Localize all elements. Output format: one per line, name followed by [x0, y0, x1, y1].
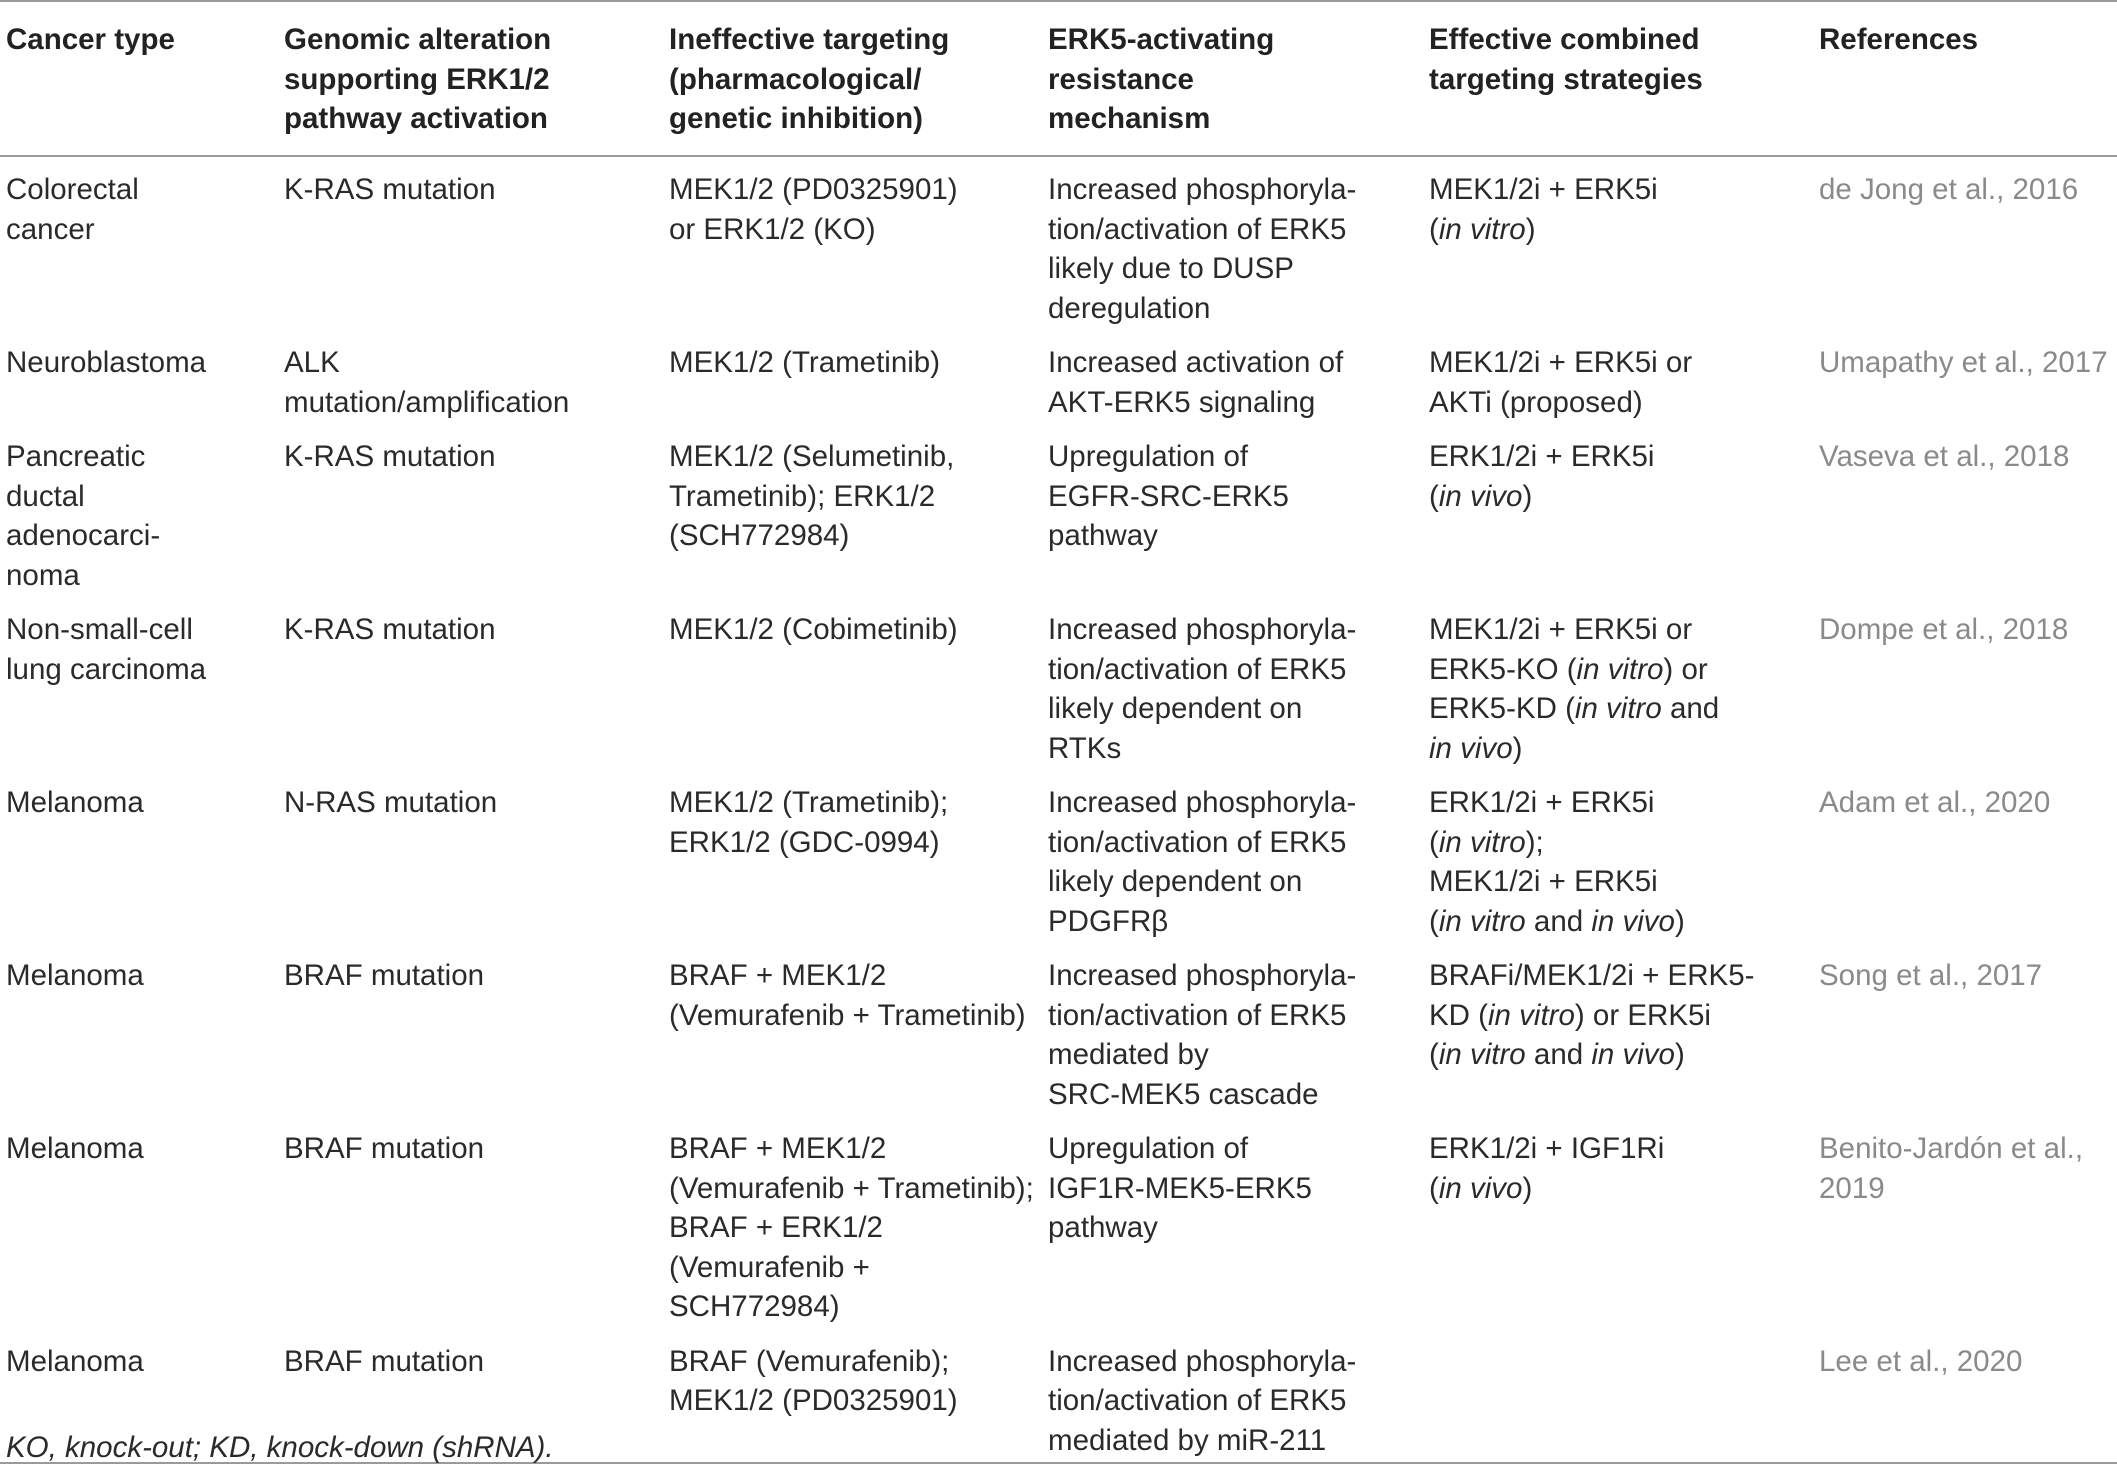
header-text: Effective combined [1429, 23, 1700, 56]
cell-ineffective-targeting [665, 156, 1048, 330]
cell-line: (in vivo) [1429, 1171, 1533, 1205]
cell-line: (in vitro) [1429, 212, 1536, 246]
header-text: genetic inhibition) [669, 102, 924, 135]
cell-line: BRAFi/MEK1/2i + ERK5- [1429, 959, 1755, 992]
cell-ineffective-targeting [665, 1329, 1048, 1464]
cell-line: Upregulation of [1048, 1132, 1249, 1165]
cell-line: MEK1/2i + ERK5i or [1429, 613, 1693, 646]
cell-ineffective-targeting [665, 943, 1048, 1116]
cell-ineffective-targeting [665, 770, 1048, 943]
cell-line: Melanoma [6, 1132, 144, 1165]
cell-line: ERK5-KO (in vitro) or [1429, 652, 1708, 686]
header-resistance-mechanism [1048, 1, 1429, 156]
cell-line: EGFR-SRC-ERK5 [1048, 479, 1289, 513]
cell-line: KD (in vitro) or ERK5i [1429, 998, 1711, 1032]
cell-line: Song et al., 2017 [1819, 959, 2043, 992]
cell-line: likely due to DUSP [1048, 252, 1294, 285]
cell-cancer-type [0, 770, 284, 943]
cell-combined-strategies [1429, 1116, 1811, 1329]
cell-line: (in vitro and in vivo) [1429, 904, 1685, 938]
cell-line: deregulation [1048, 291, 1211, 325]
cell-line: Melanoma [6, 959, 144, 992]
cell-line: ERK1/2 (GDC-0994) [669, 825, 940, 859]
cell-line: Colorectal [6, 173, 139, 206]
cell-resistance-mechanism [1048, 770, 1429, 943]
cell-genomic-alteration [284, 597, 665, 770]
cell-reference[interactable] [1811, 1329, 2117, 1464]
cell-genomic-alteration [284, 156, 665, 330]
cell-line: tion/activation of ERK5 [1048, 825, 1347, 859]
header-text: supporting ERK1/2 [284, 62, 550, 96]
cell-line: tion/activation of ERK5 [1048, 212, 1347, 246]
cell-cancer-type [0, 1116, 284, 1329]
cell-line: MEK1/2 (Trametinib) [669, 346, 941, 379]
cell-line: (Vemurafenib + [669, 1250, 870, 1284]
header-text: targeting strategies [1429, 62, 1703, 96]
cell-line: (in vitro and in vivo) [1429, 1038, 1685, 1071]
cell-line: Increased activation of [1048, 346, 1344, 379]
header-text: Ineffective targeting [669, 23, 950, 56]
cell-line: mediated by miR-211 [1048, 1423, 1327, 1457]
cell-line: MEK1/2 (PD0325901) [669, 173, 958, 206]
cell-line: (in vivo) [1429, 479, 1533, 513]
cell-combined-strategies [1429, 330, 1811, 424]
cell-line: (Vemurafenib + Trametinib) [669, 998, 1026, 1032]
cell-line: Vaseva et al., 2018 [1819, 440, 2070, 473]
cell-ineffective-targeting [665, 597, 1048, 770]
cell-line: BRAF + MEK1/2 [669, 959, 887, 992]
cell-line: Adam et al., 2020 [1819, 786, 2051, 819]
cell-line: ductal [6, 479, 85, 513]
cell-line: BRAF mutation [284, 1132, 485, 1165]
header-references [1811, 1, 2117, 156]
cell-line: Upregulation of [1048, 440, 1249, 473]
cell-line: Dompe et al., 2018 [1819, 613, 2069, 646]
cell-reference[interactable] [1811, 597, 2117, 770]
cell-cancer-type [0, 597, 284, 770]
cell-line: tion/activation of ERK5 [1048, 1384, 1347, 1417]
cell-resistance-mechanism [1048, 156, 1429, 330]
cell-combined-strategies [1429, 943, 1811, 1116]
cell-resistance-mechanism [1048, 330, 1429, 424]
table-row [0, 943, 2117, 1116]
cell-line: ERK1/2i + IGF1Ri [1429, 1132, 1665, 1165]
cell-line: Melanoma [6, 1344, 144, 1378]
cell-line: MEK1/2i + ERK5i [1429, 865, 1658, 898]
cell-line: Trametinib); ERK1/2 [669, 479, 936, 513]
header-text: resistance [1048, 62, 1194, 96]
cell-line: AKT-ERK5 signaling [1048, 385, 1316, 419]
cell-genomic-alteration [284, 330, 665, 424]
cell-line: Neuroblastoma [6, 346, 207, 379]
cell-line: noma [6, 558, 80, 592]
cell-line: MEK1/2 (Selumetinib, [669, 440, 955, 473]
cell-line: BRAF mutation [284, 959, 485, 992]
cell-reference[interactable] [1811, 424, 2117, 597]
cell-line: ERK5-KD (in vitro and [1429, 692, 1720, 725]
cell-ineffective-targeting [665, 424, 1048, 597]
cell-line: likely dependent on [1048, 865, 1303, 898]
table-row [0, 156, 2117, 330]
cell-line: ERK1/2i + ERK5i [1429, 440, 1655, 473]
cell-line: Non-small-cell [6, 613, 193, 646]
cell-resistance-mechanism [1048, 424, 1429, 597]
header-text: pathway activation [284, 102, 548, 135]
cell-reference[interactable] [1811, 770, 2117, 943]
cell-line: Umapathy et al., 2017 [1819, 346, 2108, 379]
cell-resistance-mechanism [1048, 1116, 1429, 1329]
header-text: References [1819, 23, 1979, 56]
header-text: (pharmacological/ [669, 62, 922, 96]
cell-line: MEK1/2 (PD0325901) [669, 1384, 958, 1417]
cell-line: N-RAS mutation [284, 786, 498, 819]
cell-line: K-RAS mutation [284, 613, 496, 646]
cell-line: (in vitro); [1429, 825, 1544, 859]
cell-line: MEK1/2 (Cobimetinib) [669, 613, 958, 646]
cell-reference[interactable] [1811, 1116, 2117, 1329]
cell-line: (SCH772984) [669, 519, 850, 552]
cell-line: SRC-MEK5 cascade [1048, 1077, 1319, 1111]
cell-line: Increased phosphoryla- [1048, 959, 1357, 992]
cell-line: AKTi (proposed) [1429, 385, 1643, 419]
cell-line: PDGFRβ [1048, 904, 1169, 938]
cell-line: BRAF mutation [284, 1344, 485, 1378]
cell-line: Increased phosphoryla- [1048, 173, 1357, 206]
header-combined-strategies [1429, 1, 1811, 156]
cell-line: cancer [6, 212, 95, 246]
cell-genomic-alteration [284, 424, 665, 597]
cell-line: tion/activation of ERK5 [1048, 652, 1347, 686]
cell-cancer-type [0, 943, 284, 1116]
header-text: ERK5-activating [1048, 23, 1275, 56]
cell-line: or ERK1/2 (KO) [669, 212, 876, 246]
cell-line: IGF1R-MEK5-ERK5 [1048, 1171, 1312, 1205]
cell-line: pathway [1048, 1211, 1158, 1244]
cell-line: mediated by [1048, 1038, 1209, 1071]
header-row [0, 1, 2117, 156]
table-row [0, 597, 2117, 770]
cell-reference[interactable] [1811, 156, 2117, 330]
cell-line: MEK1/2i + ERK5i [1429, 173, 1658, 206]
header-text: Cancer type [6, 23, 175, 56]
table-header [0, 1, 2117, 156]
cell-line: Increased phosphoryla- [1048, 1344, 1357, 1378]
cell-line: adenocarci- [6, 519, 161, 552]
cell-line: Pancreatic [6, 440, 146, 473]
header-cancer-type [0, 1, 284, 156]
cell-line: likely dependent on [1048, 692, 1303, 725]
cell-line: K-RAS mutation [284, 440, 496, 473]
cell-line: (Vemurafenib + Trametinib); [669, 1171, 1034, 1205]
cell-line: MEK1/2i + ERK5i or [1429, 346, 1693, 379]
cell-line: RTKs [1048, 731, 1122, 765]
cell-line: ALK [284, 346, 340, 379]
cell-cancer-type [0, 330, 284, 424]
cell-resistance-mechanism [1048, 943, 1429, 1116]
table-footnote: KO, knock-out; KD, knock-down (shRNA). [6, 1431, 554, 1464]
cell-genomic-alteration [284, 943, 665, 1116]
cell-reference[interactable] [1811, 943, 2117, 1116]
table-row [0, 770, 2117, 943]
cell-cancer-type [0, 156, 284, 330]
cell-line: BRAF + ERK1/2 [669, 1211, 883, 1244]
cell-line: BRAF + MEK1/2 [669, 1132, 887, 1165]
cell-combined-strategies [1429, 770, 1811, 943]
table-row [0, 1116, 2117, 1329]
cell-cancer-type [0, 424, 284, 597]
table-body [0, 156, 2117, 1463]
cell-ineffective-targeting [665, 330, 1048, 424]
cell-combined-strategies [1429, 156, 1811, 330]
cell-resistance-mechanism [1048, 597, 1429, 770]
cell-genomic-alteration [284, 1116, 665, 1329]
cell-line: de Jong et al., 2016 [1819, 173, 2079, 206]
table-row [0, 424, 2117, 597]
cell-ineffective-targeting [665, 1116, 1048, 1329]
cell-line: pathway [1048, 519, 1158, 552]
cell-combined-strategies [1429, 597, 1811, 770]
cell-line: mutation/amplification [284, 385, 570, 419]
header-ineffective-targeting [665, 1, 1048, 156]
cell-line: Lee et al., 2020 [1819, 1344, 2023, 1378]
cell-line: SCH772984) [669, 1290, 840, 1323]
cell-line: ERK1/2i + ERK5i [1429, 786, 1655, 819]
cell-combined-strategies [1429, 424, 1811, 597]
cell-line: Melanoma [6, 786, 144, 819]
cell-line: Benito-Jardón et al., [1819, 1132, 2084, 1165]
cell-line: in vivo) [1429, 731, 1523, 765]
cell-line: lung carcinoma [6, 652, 207, 686]
header-text: Genomic alteration [284, 23, 552, 56]
cell-line: Increased phosphoryla- [1048, 786, 1357, 819]
cell-line: K-RAS mutation [284, 173, 496, 206]
cell-line: Increased phosphoryla- [1048, 613, 1357, 646]
cell-line: tion/activation of ERK5 [1048, 998, 1347, 1032]
cell-genomic-alteration [284, 770, 665, 943]
table-row [0, 330, 2117, 424]
cell-line: 2019 [1819, 1171, 1885, 1205]
header-genomic-alteration [284, 1, 665, 156]
cell-line: MEK1/2 (Trametinib); [669, 786, 949, 819]
cell-resistance-mechanism [1048, 1329, 1429, 1464]
header-text: mechanism [1048, 102, 1211, 135]
cell-line: BRAF (Vemurafenib); [669, 1344, 950, 1378]
cell-combined-strategies [1429, 1329, 1811, 1464]
cell-reference[interactable] [1811, 330, 2117, 424]
